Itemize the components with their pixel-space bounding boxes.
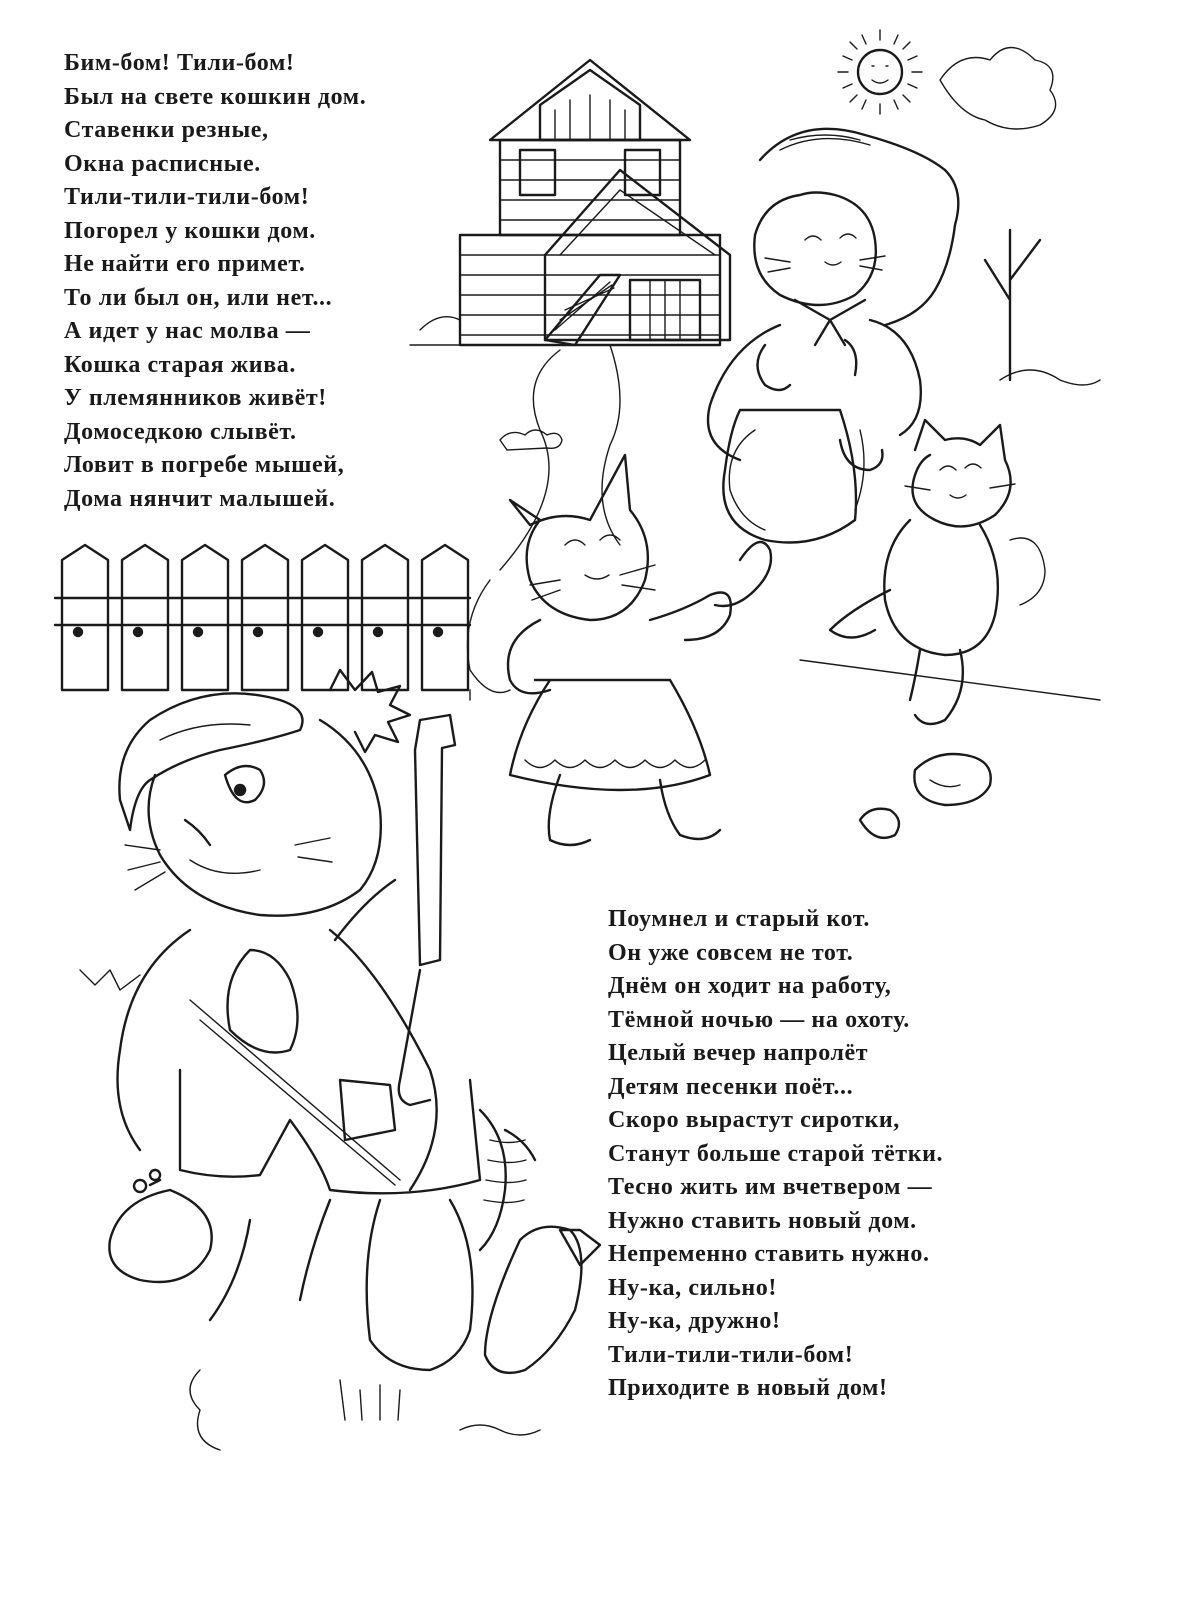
- poem-line: Тёмной ночью — на охоту.: [608, 1006, 910, 1033]
- poem-line: Бим-бом! Тили-бом!: [64, 50, 295, 76]
- stones-illustration: [470, 660, 1100, 838]
- kitten-girl-illustration: [468, 455, 772, 845]
- poem-line: Непременно ставить нужно.: [608, 1241, 930, 1267]
- poem-line: Домоседкою слывёт.: [64, 418, 297, 445]
- poem-line: Детям песенки поёт...: [608, 1073, 854, 1100]
- poem-line: Днём он ходит на работу,: [608, 973, 892, 999]
- poem-line: Ну-ка, сильно!: [608, 1274, 777, 1301]
- poem-line: Тили-тили-тили-бом!: [64, 184, 310, 210]
- poem-line: Ловит в погребе мышей,: [64, 452, 345, 478]
- poem-line: А идет у нас молва —: [64, 318, 311, 344]
- poem-line: Тесно жить им вчетвером —: [608, 1174, 933, 1200]
- sun-illustration: [838, 30, 922, 114]
- poem-line: Ставенки резные,: [64, 117, 269, 143]
- poem-line: Он уже совсем не тот.: [608, 939, 854, 966]
- poem-line: То ли был он, или нет...: [64, 284, 333, 311]
- poem-line: Не найти его примет.: [64, 251, 306, 277]
- poem-line: Нужно ставить новый дом.: [608, 1207, 917, 1234]
- poem-line: Станут больше старой тётки.: [608, 1140, 944, 1167]
- poem-line: Ну-ка, дружно!: [608, 1308, 781, 1334]
- poem-line: Дома нянчит малышей.: [64, 485, 336, 512]
- poem-line: Кошка старая жива.: [64, 351, 296, 378]
- poem-line: Погорел у кошки дом.: [64, 217, 316, 244]
- poem-top: [64, 47, 366, 516]
- poem-line: Окна расписные.: [64, 150, 261, 177]
- poem-line: Был на свете кошкин дом.: [64, 83, 367, 110]
- poem-bottom: [608, 903, 943, 1406]
- poem-line: Скоро вырастут сиротки,: [608, 1107, 900, 1133]
- path-illustration: [500, 345, 620, 570]
- old-cat-illustration: [708, 129, 958, 543]
- tree-illustration: [940, 48, 1100, 386]
- fence-illustration: [55, 545, 470, 690]
- poem-line: Тили-тили-тили-бом!: [608, 1341, 854, 1368]
- poem-line: Целый вечер напролёт: [608, 1040, 869, 1066]
- poem-line: У племянников живёт!: [64, 385, 327, 411]
- house-illustration: [410, 60, 730, 345]
- old-cat-hunter-illustration: [80, 670, 600, 1450]
- poem-line: Приходите в новый дом!: [608, 1375, 888, 1401]
- poem-line: Поумнел и старый кот.: [608, 906, 870, 932]
